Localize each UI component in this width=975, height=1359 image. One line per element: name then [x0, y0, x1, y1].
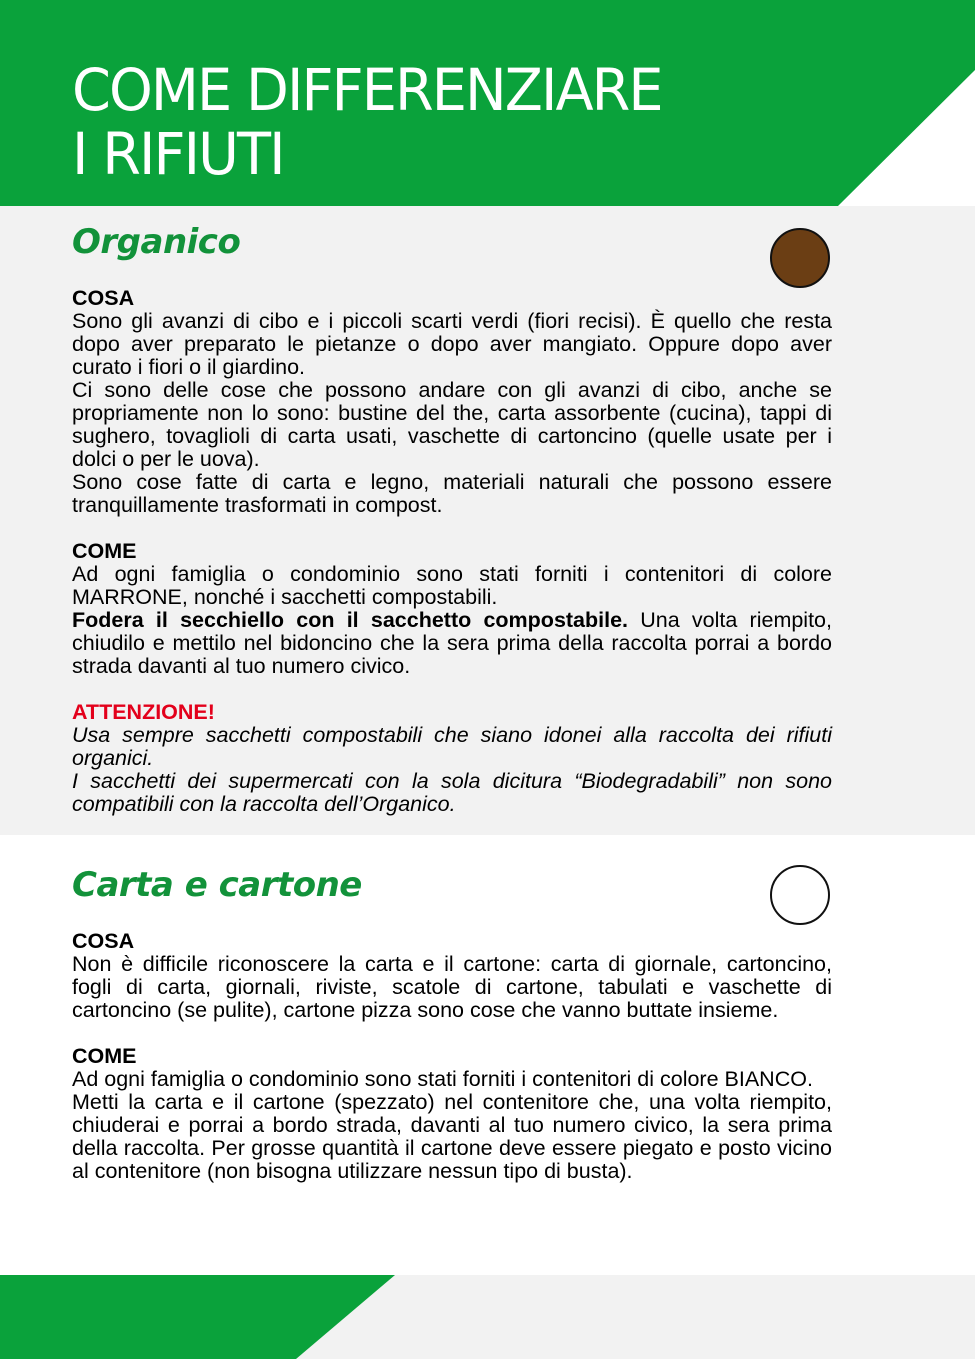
organico-warning-paragraph-1: Usa sempre sacchetti compostabili che siano idonei alla raccolta dei rifiuti organici.: [72, 723, 832, 770]
section-title-organico: Organico: [72, 222, 241, 262]
footer-green-shape: [0, 1275, 975, 1359]
white-bin-icon: [770, 865, 830, 925]
brown-bin-icon: [770, 228, 830, 288]
organico-come-bold-instruction: Fodera il secchiello con il sacchetto compostabile.: [72, 608, 629, 632]
page-title: [72, 58, 662, 186]
organico-content: [72, 287, 832, 816]
carta-come-paragraph-2: Metti la carta e il cartone (spezzato) nel contenitore che, una volta riempito, chiuderai e porrai a bordo strada, davanti al tuo numero civico, la sera prima della raccolta. Per grosse quantità il cartone deve essere piegato e posto vicino al contenitore (non bisogna utilizzare nessun tipo di busta).: [72, 1090, 832, 1183]
section-organico: [0, 206, 975, 835]
organico-come-instruction-rest: Una volta riempito, chiudilo e mettilo nel bidoncino che la sera prima della raccolta porrai a bordo strada davanti al tuo numero civico.: [72, 608, 832, 678]
header-banner: [0, 0, 975, 206]
carta-cosa-paragraph-1: Non è difficile riconoscere la carta e il cartone: carta di giornale, cartoncino, fogli di carta, giornali, riviste, scatole di cartone, tabulati e vaschette di cartoncino (se pulite), cartone pizza sono cose che vanno buttate insieme.: [72, 952, 832, 1022]
carta-content: [72, 930, 832, 1183]
page-title-line-2: I RIFIUTI: [72, 120, 284, 188]
carta-come-paragraph-1: Ad ogni famiglia o condominio sono stati forniti i contenitori di colore BIANCO.: [72, 1067, 813, 1091]
organico-come-paragraph-2: [72, 609, 832, 678]
organico-cosa-label: COSA: [72, 286, 135, 310]
section-carta: [0, 835, 975, 1275]
carta-come-label: COME: [72, 1044, 137, 1068]
page-title-line-1: COME DIFFERENZIARE: [72, 56, 662, 124]
organico-come-label: COME: [72, 539, 137, 563]
footer-banner: [0, 1275, 975, 1359]
organico-cosa-paragraph-3: Sono cose fatte di carta e legno, materiali naturali che possono essere tranquillamente trasformati in compost.: [72, 470, 832, 517]
organico-warning-label: ATTENZIONE!: [72, 700, 215, 724]
organico-cosa-paragraph-2: Ci sono delle cose che possono andare con gli avanzi di cibo, anche se propriamente non lo sono: bustine del the, carta assorbente (cucina), tappi di sughero, tovaglioli di carta usati, vaschette di cartoncino (quelle usate per i dolci o per le uova).: [72, 378, 832, 471]
organico-cosa-paragraph-1: Sono gli avanzi di cibo e i piccoli scarti verdi (fiori recisi). È quello che resta dopo aver preparato le pietanze o dopo aver mangiato. Oppure dopo aver curato i fiori o il giardino.: [72, 309, 832, 379]
organico-come-paragraph-1: Ad ogni famiglia o condominio sono stati forniti i contenitori di colore MARRONE, nonché i sacchetti compostabili.: [72, 562, 832, 609]
section-title-carta: Carta e cartone: [72, 865, 362, 905]
carta-cosa-label: COSA: [72, 929, 135, 953]
organico-warning-paragraph-2: I sacchetti dei supermercati con la sola dicitura “Biodegradabili” non sono compatibili con la raccolta dell’Organico.: [72, 769, 832, 816]
